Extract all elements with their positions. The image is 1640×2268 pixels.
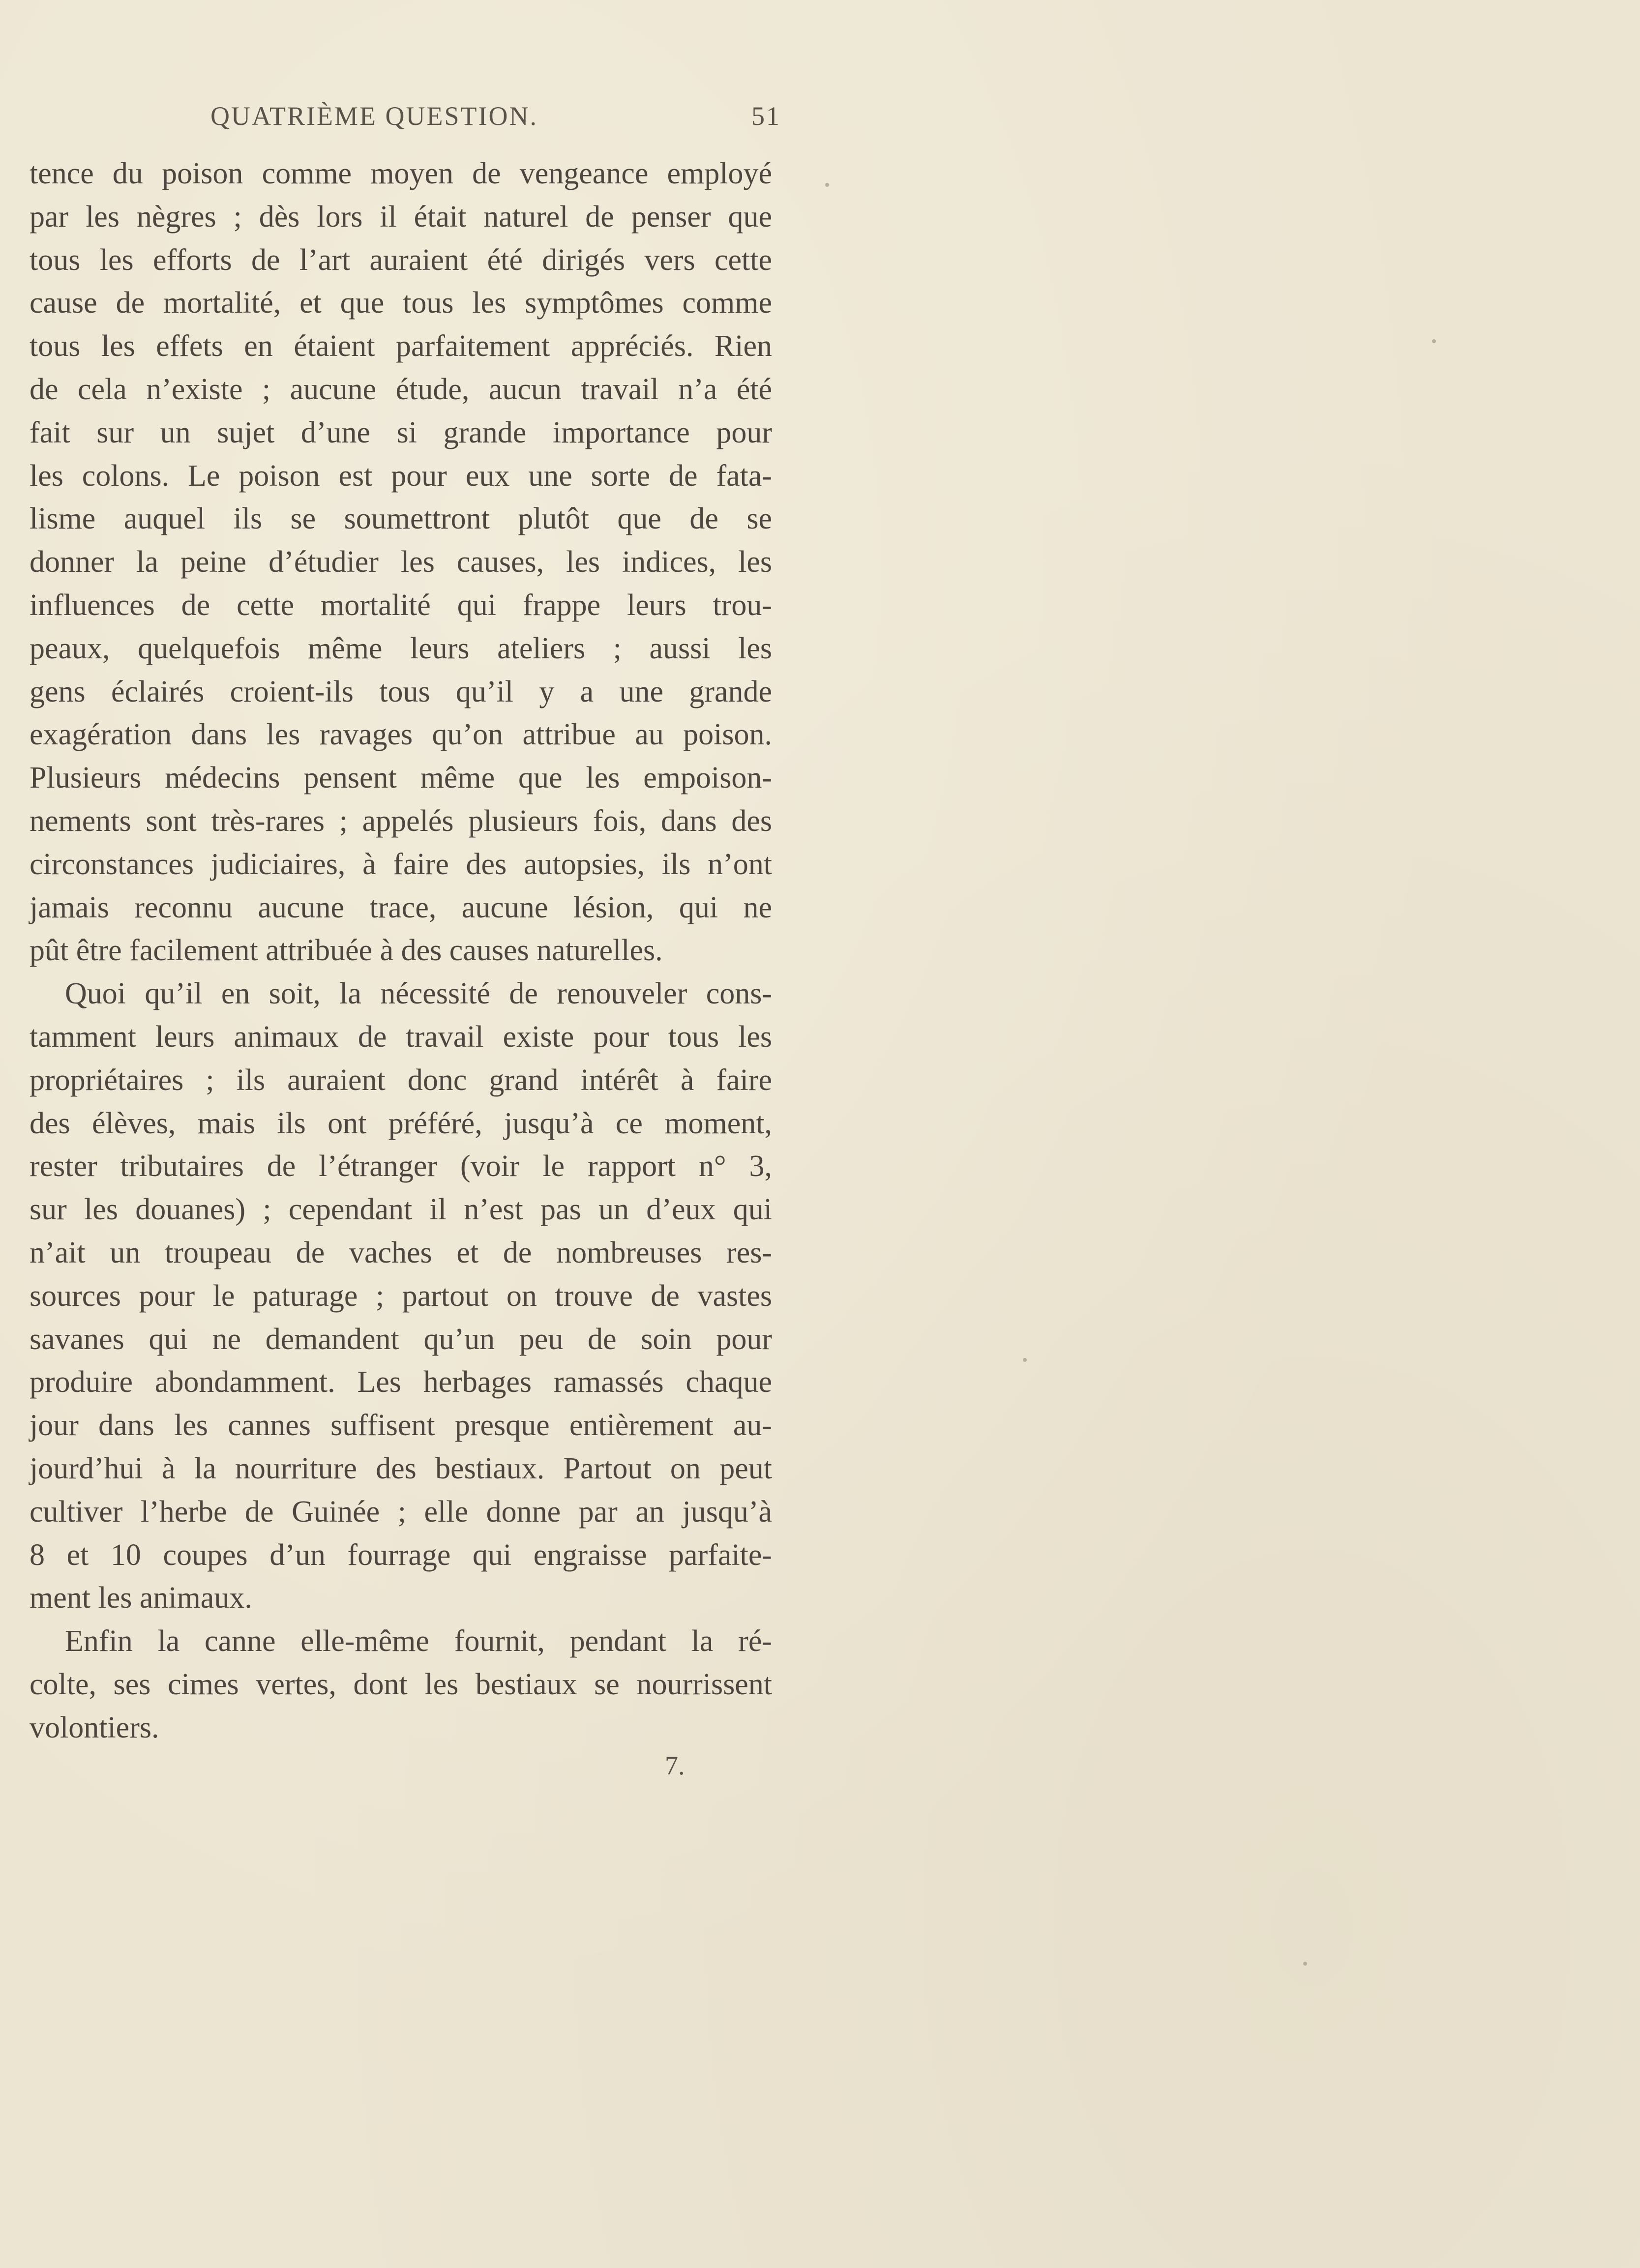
- text-line: Quoi qu’il en soit, la nécessité de renouveler cons-: [65, 977, 772, 1011]
- paper-speck: [1303, 1962, 1307, 1966]
- text-line: tous les efforts de l’art auraient été dirigés vers cette: [30, 243, 772, 277]
- text-line: des élèves, mais ils ont préféré, jusqu’à ce moment,: [30, 1106, 772, 1140]
- text-line: sur les douanes) ; cependant il n’est pas un d’eux qui: [30, 1193, 772, 1227]
- text-line: volontiers.: [30, 1710, 159, 1744]
- text-line: propriétaires ; ils auraient donc grand intérêt à faire: [30, 1063, 772, 1097]
- text-line: 8 et 10 coupes d’un fourrage qui engraisse parfaite-: [30, 1538, 772, 1572]
- paper-speck: [1023, 1358, 1027, 1362]
- body-text: [30, 152, 772, 1749]
- text-line: exagération dans les ravages qu’on attribue au poison.: [30, 718, 772, 752]
- paper-speck: [1432, 339, 1436, 343]
- text-line: influences de cette mortalité qui frappe leurs trou-: [30, 588, 772, 622]
- running-head: [210, 101, 781, 140]
- text-line: jour dans les cannes suffisent presque entièrement au-: [30, 1409, 772, 1443]
- text-line: pût être facilement attribuée à des causes naturelles.: [30, 934, 663, 968]
- text-line: jamais reconnu aucune trace, aucune lésion, qui ne: [30, 890, 772, 924]
- running-head-title: QUATRIÈME QUESTION.: [210, 101, 538, 131]
- text-line: tence du poison comme moyen de vengeance employé: [30, 157, 772, 190]
- text-line: cause de mortalité, et que tous les symptômes comme: [30, 286, 772, 320]
- text-line: Enfin la canne elle-même fournit, pendant la ré-: [65, 1624, 772, 1658]
- signature-mark: 7.: [665, 1751, 685, 1780]
- text-line: colte, ses cimes vertes, dont les bestiaux se nourrissent: [30, 1667, 772, 1701]
- text-line: ment les animaux.: [30, 1581, 252, 1615]
- text-line: par les nègres ; dès lors il était naturel de penser que: [30, 200, 772, 234]
- text-line: nements sont très-rares ; appelés plusieurs fois, dans des: [30, 804, 772, 838]
- text-line: fait sur un sujet d’une si grande importance pour: [30, 415, 772, 449]
- page-number: 51: [751, 101, 781, 131]
- paper-speck: [825, 183, 829, 187]
- text-line: Plusieurs médecins pensent même que les empoison-: [30, 761, 772, 795]
- text-line: gens éclairés croient-ils tous qu’il y a une grande: [30, 675, 772, 708]
- text-line: n’ait un troupeau de vaches et de nombreuses res-: [30, 1236, 772, 1269]
- text-line: sources pour le paturage ; partout on trouve de vastes: [30, 1279, 772, 1313]
- text-line: rester tributaires de l’étranger (voir le rapport n° 3,: [30, 1149, 772, 1183]
- text-line: lisme auquel ils se soumettront plutôt que de se: [30, 502, 772, 536]
- text-line: cultiver l’herbe de Guinée ; elle donne par an jusqu’à: [30, 1495, 772, 1529]
- text-line: tous les effets en étaient parfaitement appréciés. Rien: [30, 329, 772, 363]
- text-line: les colons. Le poison est pour eux une sorte de fata-: [30, 459, 772, 493]
- text-line: savanes qui ne demandent qu’un peu de soin pour: [30, 1322, 772, 1356]
- text-line: donner la peine d’étudier les causes, les indices, les: [30, 545, 772, 579]
- text-line: tamment leurs animaux de travail existe pour tous les: [30, 1020, 772, 1054]
- text-line: peaux, quelquefois même leurs ateliers ; aussi les: [30, 631, 772, 665]
- text-line: jourd’hui à la nourriture des bestiaux. Partout on peut: [30, 1451, 772, 1485]
- text-line: produire abondamment. Les herbages ramassés chaque: [30, 1365, 772, 1399]
- text-line: circonstances judiciaires, à faire des autopsies, ils n’ont: [30, 847, 772, 881]
- text-line: de cela n’existe ; aucune étude, aucun travail n’a été: [30, 372, 772, 406]
